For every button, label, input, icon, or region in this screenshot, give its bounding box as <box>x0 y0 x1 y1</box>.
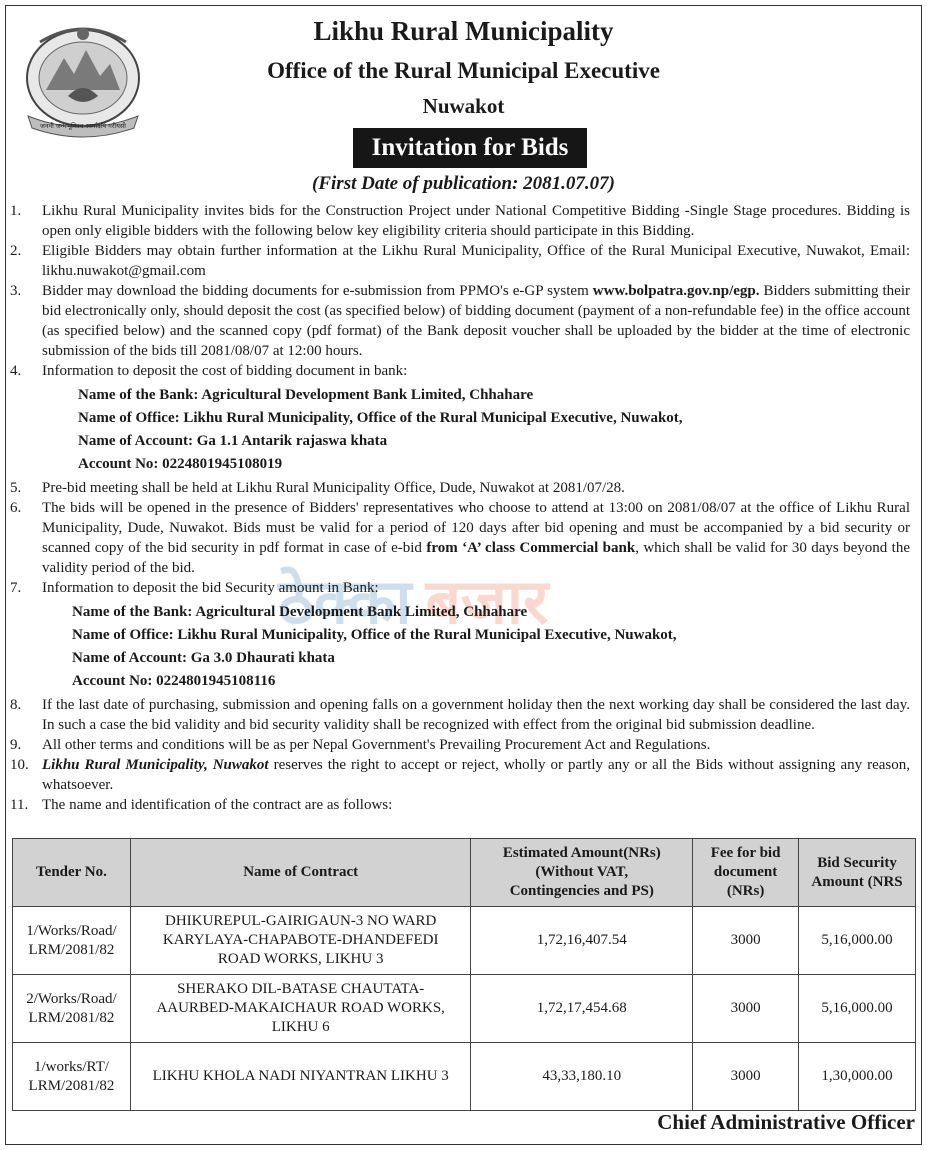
clause-2 <box>10 241 910 281</box>
clause-text-part: , which shall be valid for 30 days beyond the validity period of the bid. <box>42 540 910 576</box>
fee-cell: 3000 <box>693 975 799 1043</box>
header-tender-no: Tender No. <box>13 839 131 907</box>
clause-text <box>42 498 910 578</box>
clause-text: Information to deposit the cost of bidding document in bank: <box>42 363 408 379</box>
clause-text-part: The bids will be opened in the presence of Bidders' representatives who choose to attend at 13:00 on 2081/08/07 at the office of Likhu Rural Municipality, Dude, Nuwakot. Bids must be valid for a period of 120 days after bid opening and must be accompanied by a bid security or scanned copy of the bid security in pdf format in case of e-bid <box>42 500 910 556</box>
table-header-row <box>13 839 916 907</box>
clause-9 <box>10 735 910 755</box>
office-name: Name of Office: Likhu Rural Municipality, Office of the Rural Municipal Executive, Nuwakot, <box>72 627 677 643</box>
signatory-title: Chief Administrative Officer <box>657 1110 915 1134</box>
clause-text: If the last date of purchasing, submission and opening falls on a government holiday then the next working day shall be considered the last day. In such a case the bid validity and bid security validity shall be recognized with effect from the original bid submission deadline. <box>42 697 910 733</box>
account-name: Name of Account: Ga 3.0 Dhaurati khata <box>72 650 335 666</box>
clause-text: The name and identification of the contract are as follows: <box>42 797 393 813</box>
contracts-table <box>12 838 916 1111</box>
security-cell: 5,16,000.00 <box>799 907 916 975</box>
table-row <box>13 907 916 975</box>
table-row <box>13 975 916 1043</box>
clause-10 <box>10 755 910 795</box>
clause-text-emphasis: Likhu Rural Municipality, Nuwakot <box>42 757 269 773</box>
clause-number: 7. <box>10 580 22 596</box>
account-name: Name of Account: Ga 1.1 Antarik rajaswa khata <box>78 433 388 449</box>
table-row <box>13 1043 916 1111</box>
account-number: Account No: 0224801945108116 <box>72 673 276 689</box>
publication-date: (First Date of publication: 2081.07.07) <box>312 173 615 194</box>
clause-number: 5. <box>10 480 22 496</box>
clause-text-part: Bidders submitting their bid electronically only, should deposit the cost (as specified below) of bidding document (payment of a non-refundable fee) in the office account (as specified below) and the scanned copy (pdf format) of the Bank deposit voucher shall be uploaded by the bidder at the time of electronic submission of the bids till 2081/08/07 at 12:00 hours. <box>42 283 910 359</box>
header-contract-name: Name of Contract <box>130 839 470 907</box>
clause-5 <box>10 478 910 498</box>
clause-7 <box>10 578 910 598</box>
clause-number: 11. <box>10 797 29 813</box>
clause-11 <box>10 795 910 815</box>
security-cell: 1,30,000.00 <box>799 1043 916 1111</box>
nepal-emblem-icon <box>16 20 150 138</box>
tender-no-cell: 1/works/RT/ LRM/2081/82 <box>13 1043 131 1111</box>
header-bid-security: Bid Security Amount (NRS <box>799 839 916 907</box>
header-fee: Fee for bid document (NRs) <box>693 839 799 907</box>
municipality-title: Likhu Rural Municipality <box>313 16 614 46</box>
egp-link[interactable]: www.bolpatra.gov.np/egp. <box>592 283 760 299</box>
clause-number: 10. <box>10 757 29 773</box>
bank-info-document-fee <box>78 384 910 476</box>
fee-cell: 3000 <box>693 907 799 975</box>
clause-number: 6. <box>10 500 22 516</box>
clause-text: All other terms and conditions will be as per Nepal Government's Prevailing Procurement Act and Regulations. <box>42 737 711 753</box>
watermark-part-1: ठेक्का <box>278 565 412 638</box>
header-estimated-amount: Estimated Amount(NRs) (Without VAT, Contingencies and PS) <box>471 839 693 907</box>
clause-number: 9. <box>10 737 22 753</box>
tender-no-cell: 1/Works/Road/ LRM/2081/82 <box>13 907 131 975</box>
clause-3 <box>10 281 910 361</box>
svg-text:जननी जन्मभूमिश्च स्वर्गादपि गर: जननी जन्मभूमिश्च स्वर्गादपि गरीयसी <box>40 122 126 130</box>
clause-text: Pre-bid meeting shall be held at Likhu Rural Municipality Office, Dude, Nuwakot at 2081/07/28. <box>42 480 625 496</box>
clause-text-bold: from ‘A’ class Commercial bank <box>426 540 636 556</box>
security-cell: 5,16,000.00 <box>799 975 916 1043</box>
clause-4 <box>10 361 910 381</box>
clause-number: 1. <box>10 203 22 219</box>
contract-name-cell: DHIKUREPUL-GAIRIGAUN-3 NO WARD KARYLAYA-CHAPABOTE-DHANDEFEDI ROAD WORKS, LIKHU 3 <box>130 907 470 975</box>
watermark-part-2: बजार <box>425 565 549 638</box>
fee-cell: 3000 <box>693 1043 799 1111</box>
clause-number: 8. <box>10 697 22 713</box>
estimate-cell: 43,33,180.10 <box>471 1043 693 1111</box>
clause-text-part: reserves the right to accept or reject, wholly or partly any or all the Bids without assigning any reason, whatsoever. <box>42 757 910 793</box>
estimate-cell: 1,72,17,454.68 <box>471 975 693 1043</box>
clause-text <box>42 281 910 361</box>
office-name: Name of Office: Likhu Rural Municipality, Office of the Rural Municipal Executive, Nuwakot, <box>78 410 683 426</box>
bank-name: Name of the Bank: Agricultural Development Bank Limited, Chhahare <box>78 387 534 403</box>
clause-text-part: Bidder may download the bidding documents for e-submission from PPMO's e-GP system <box>42 283 593 299</box>
clause-text <box>42 755 910 795</box>
clause-1 <box>10 201 910 241</box>
account-number: Account No: 0224801945108019 <box>78 456 283 472</box>
contract-name-cell: LIKHU KHOLA NADI NIYANTRAN LIKHU 3 <box>130 1043 470 1111</box>
clause-6 <box>10 498 910 578</box>
notice-clauses <box>10 201 910 815</box>
bank-info-bid-security <box>72 601 910 693</box>
district-title: Nuwakot <box>422 94 505 118</box>
clause-number: 3. <box>10 283 22 299</box>
clause-8 <box>10 695 910 735</box>
clause-text: Information to deposit the bid Security amount in Bank: <box>42 580 379 596</box>
contract-name-cell: SHERAKO DIL-BATASE CHAUTATA- AAURBED-MAKAICHAUR ROAD WORKS, LIKHU 6 <box>130 975 470 1043</box>
clause-number: 4. <box>10 363 22 379</box>
clause-text: Likhu Rural Municipality invites bids for the Construction Project under National Competitive Bidding -Single Stage procedures. Bidding is open only eligible bidders with the following below key eligibility criteria should participate in this Bidding. <box>42 203 910 239</box>
notice-title-banner: Invitation for Bids <box>353 128 587 168</box>
clause-number: 2. <box>10 243 22 259</box>
bank-name: Name of the Bank: Agricultural Development Bank Limited, Chhahare <box>72 604 528 620</box>
clause-text: Eligible Bidders may obtain further information at the Likhu Rural Municipality, Office of the Rural Municipal Executive, Nuwakot, Email: likhu.nuwakot@gmail.com <box>42 243 910 279</box>
office-title: Office of the Rural Municipal Executive <box>267 58 660 83</box>
estimate-cell: 1,72,16,407.54 <box>471 907 693 975</box>
tender-no-cell: 2/Works/Road/ LRM/2081/82 <box>13 975 131 1043</box>
